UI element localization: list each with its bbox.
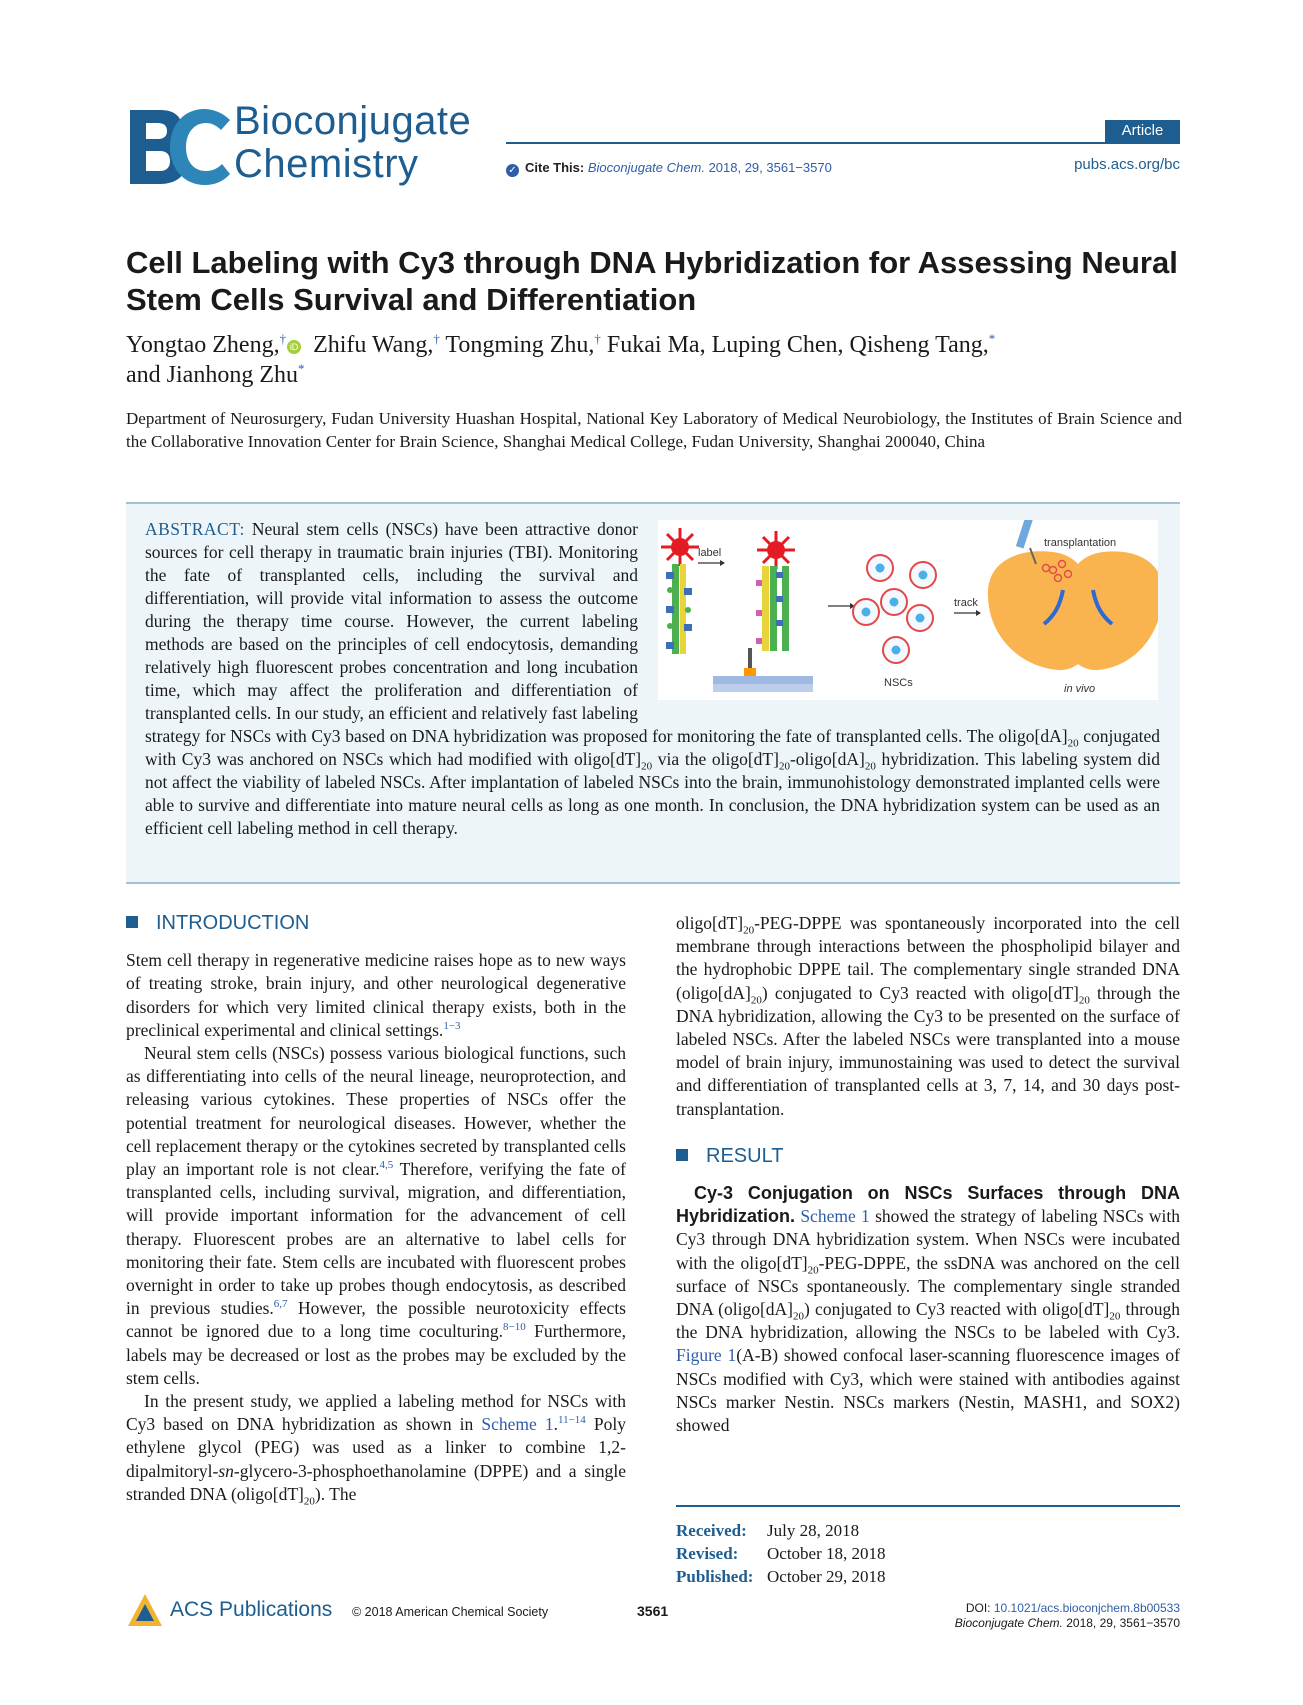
acs-logo-icon[interactable] [126, 1592, 164, 1635]
cy3-star-icon [757, 531, 795, 569]
footer-journal: Bioconjugate Chem. [954, 1616, 1063, 1630]
citation-ref[interactable]: 8−10 [503, 1321, 526, 1334]
author-list [126, 330, 1186, 390]
figure-link[interactable]: Figure 1 [676, 1345, 737, 1366]
abstract-body: Neural stem cells (NSCs) have been attractive donor sources for cell therapy in traumatic brain injuries (TBI). Monitoring the fate of transplanted cells, including the survival and differentiation, will provide vital information to assess the outcome during the therapy time course. However, the current labeling methods are based on the principles of cell endocytosis, demanding relatively high fluorescent probes concentration and long incubation time, which may affect the proliferation and differentiation of transplanted cells. In our study, an efficient and relatively fast labeling strategy for NSCs with Cy3 based on DNA hybridization was proposed for monitoring the fate of transplanted cells. The oligo[dA] [145, 519, 1068, 746]
footer-citation: 2018, 29, 3561−3570 [1066, 1616, 1180, 1630]
citation-ref[interactable]: 1−3 [443, 1019, 461, 1032]
toc-graphic [658, 520, 1158, 700]
result-heading [676, 1145, 1180, 1168]
nsc-cells [853, 555, 936, 663]
transplantation-text: transplantation [1044, 537, 1117, 549]
result-heading-text: RESULT [706, 1144, 784, 1167]
author-note-dagger[interactable]: † [279, 331, 287, 346]
section-square-icon [126, 916, 138, 928]
author-group[interactable]: Fukai Ma, Luping Chen, Qisheng Tang, [606, 332, 989, 358]
doi-label: DOI: [965, 1601, 991, 1615]
introduction-heading [126, 912, 626, 935]
subscript: 20 [864, 760, 876, 773]
abstract-heading: ABSTRACT: [145, 519, 245, 539]
scheme-link[interactable]: Scheme 1 [800, 1206, 870, 1227]
author-note-dagger[interactable]: † [433, 331, 440, 346]
abstract-body: hybridization. This labeling system did not affect the viability of labeled NSCs. After implantation of labeled NSCs into the brain, immunohistology demonstrated implanted cells were able to survive and differentiate into mature neural cells as long as one month. In conclusion, the DNA hybridization system can be used as an efficient cell labeling method in cell therapy. [145, 749, 1160, 838]
brain-icon [988, 551, 1158, 670]
journal-name-line1: Bioconjugate [234, 99, 472, 143]
corresponding-star[interactable]: * [297, 361, 305, 376]
author-wang[interactable]: Zhifu Wang, [313, 332, 434, 358]
dna-strand-anchored [762, 566, 769, 651]
journal-name-line2: Chemistry [234, 142, 419, 186]
author-jianhong-zhu[interactable]: and Jianhong Zhu [126, 362, 298, 388]
author-zhu[interactable]: Tongming Zhu, [445, 332, 595, 358]
doi-block [955, 1601, 1180, 1631]
label-text: label [698, 547, 722, 559]
abstract-body: via the oligo[dT] [652, 749, 779, 769]
copyright: © 2018 American Chemical Society [352, 1605, 549, 1619]
abstract-body: conjugated with Cy3 was anchored on NSCs which had modified with oligo[dT] [145, 726, 1161, 769]
corresponding-star[interactable]: * [988, 331, 996, 346]
cite-label: Cite This: [525, 160, 585, 175]
journal-site-link[interactable]: pubs.acs.org/bc [1074, 156, 1180, 173]
article-dates [676, 1505, 1180, 1588]
revised-row: Revised: October 18, 2018 [676, 1544, 886, 1563]
journal-logo [126, 100, 506, 190]
track-text: track [954, 597, 978, 609]
citation-ref[interactable]: 6,7 [273, 1298, 288, 1311]
bc-logo-icon [126, 106, 236, 188]
scheme-link[interactable]: Scheme 1 [481, 1414, 554, 1435]
cy3-star-icon [661, 528, 699, 566]
section-square-icon [676, 1149, 688, 1161]
cell-membrane [713, 676, 813, 692]
in-vivo-text: in vivo [1064, 683, 1096, 695]
intro-paragraph-2: Neural stem cells (NSCs) possess various biological functions, such as differentiating into cells of the neural lineage, neuroprotection, and releasing various cytokines. These properties of NSCs offer the potential treatment for neurological diseases. However, whether the cell replacement therapy or the cytokines secreted by transplanted cells play an important role is not clear.$^{4,5}$ Therefore, verifying the fate of transplanted cells, including survival, migration, and differentiation, will provide important information for the advancement of cell therapy. Fluorescent probes are an alternative to label cells for monitoring their fate. Stem cells are incubated with fluorescent probes overnight in order to take up probes though endocytosis, as described in previous studies.$^{6,7}$ However, the possible neurotoxicity effects cannot be ignored due to a long time coculturing.$^{8-10}$ Furthermore, labels may be decreased or lost as the probes may be excluded by the stem cells. [126, 1043, 626, 1388]
citation-ref[interactable]: 4,5 [379, 1159, 394, 1172]
left-column [126, 912, 626, 1506]
received-row: Received: July 28, 2018 [676, 1521, 860, 1540]
author-note-dagger[interactable]: † [594, 331, 601, 346]
verified-check-icon: ✓ [506, 164, 519, 177]
right-column [676, 912, 1180, 1437]
subscript: 20 [778, 760, 790, 773]
result-subheading: Cy-3 Conjugation on NSCs Surfaces through DNA Hybridization. [676, 1183, 1180, 1227]
orcid-icon[interactable]: iD [287, 340, 301, 354]
result-paragraph: Cy-3 Conjugation on NSCs Surfaces through DNA Hybridization. Scheme 1 showed the strategy of labeling NSCs with Cy3 through DNA hybridization system. When NSCs were incubated with the $oligo[dT]_{20}-PEG$-DPPE, the ssDNA was anchored on the cell surface of NSCs spontaneously. The complementary single stranded DNA $(oligo[dA]_{20})$ conjugated to Cy3 reacted with $oligo[dT]_{20}$ through the DNA hybridization, allowing the NSCs to be labeled with Cy3. Figure 1(A-B) showed confocal laser-scanning fluorescence images of NSCs modified with Cy3, which were stained with antibodies against NSCs marker Nestin. NSCs markers (Nestin, MASH1, and SOX2) showed [676, 1183, 1180, 1436]
doi-link[interactable]: 10.1021/acs.bioconjchem.8b00533 [993, 1601, 1180, 1615]
intro-paragraph-3: In the present study, we applied a labeling method for NSCs with Cy3 based on DNA hybridization as shown in Scheme 1.$^{11-14}$ Poly ethylene glycol (PEG) was used as a linker to combine 1,2-dipalmitoryl-sn-glycero-3-phosphoethanolamine (DPPE) and a single stranded DNA $(oligo[dT]_{20})$. The [126, 1391, 626, 1508]
subscript: 20 [1067, 737, 1079, 750]
intro-continued: $oligo[dT]_{20}-PEG$-DPPE was spontaneously incorporated into the cell membrane through interactions between the phospholipid bilayer and the hydrophobic DPPE tail. The complementary single stranded DNA $(oligo[dA]_{20})$ conjugated to Cy3 reacted with $oligo[dT]_{20}$ through the DNA hybridization, allowing the Cy3 to be presented on the surface of labeled NSCs. After the labeled NSCs were transplanted into a mouse model of brain injury, immunostaining was used to detect the survival and differentiation of transplanted cells at 3, 7, 14, and 30 days post-transplantation. [676, 913, 1180, 1119]
affiliation: Department of Neurosurgery, Fudan University Huashan Hospital, National Key Laboratory of Medical Neurobiology, the Institutes of Brain Science and the Collaborative Innovation Center for Brain Science, Shanghai Medical College, Fudan University, Shanghai 200040, China [126, 409, 1182, 451]
cite-details[interactable]: 2018, 29, 3561−3570 [708, 160, 832, 175]
intro-paragraph-1: Stem cell therapy in regenerative medicine raises hope as to new ways of treating stroke, brain injury, and other neurological degenerative disorders for which very limited clinical therapy exists, both in the preclinical experimental and clinical settings.$^{1-3}$ [126, 950, 626, 1040]
cite-line [506, 160, 832, 177]
introduction-heading-text: INTRODUCTION [156, 912, 310, 934]
page-number: 3561 [637, 1603, 669, 1619]
acs-publications-label[interactable]: ACS Publications [170, 1598, 333, 1621]
author-zheng[interactable]: Yongtao Zheng, [126, 332, 280, 358]
header-rule [506, 142, 1180, 144]
abstract-body: -oligo[dA] [789, 749, 865, 769]
nscs-caption: NSCs [884, 677, 913, 689]
citation-ref[interactable]: 11−14 [558, 1414, 586, 1427]
cite-journal-link[interactable]: Bioconjugate Chem. [587, 160, 705, 175]
published-row: Published: October 29, 2018 [676, 1567, 886, 1586]
article-title: Cell Labeling with Cy3 through DNA Hybridization for Assessing Neural Stem Cells Survival and Differentiation [126, 245, 1178, 317]
subscript: 20 [641, 760, 653, 773]
article-type-badge: Article [1105, 120, 1180, 142]
